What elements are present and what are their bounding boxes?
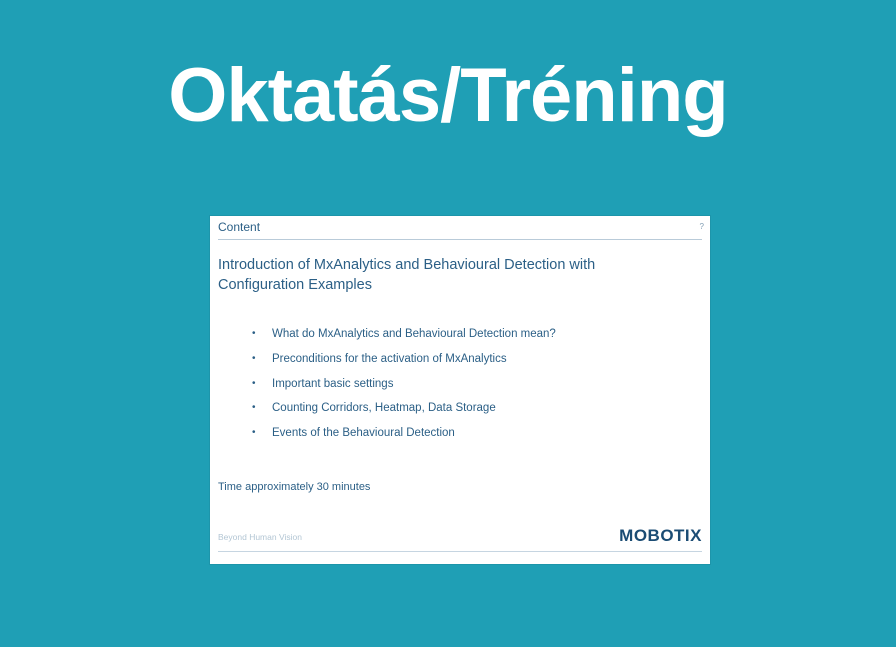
slide-preview[interactable] — [210, 216, 710, 564]
list-item: • Counting Corridors, Heatmap, Data Storage — [240, 402, 690, 416]
list-item: • Events of the Behavioural Detection — [240, 427, 690, 441]
list-item: • What do MxAnalytics and Behavioural Detection mean? — [240, 328, 690, 342]
slide-header-label: Content — [218, 220, 261, 234]
brand-tagline: Beyond Human Vision — [218, 532, 302, 542]
slide-title: Introduction of MxAnalytics and Behavioural Detection with Configuration Examples — [218, 257, 596, 293]
slide-bullet-list — [240, 328, 690, 452]
brand-logo: MOBOTIX — [619, 526, 702, 545]
duration-note: Time approximately 30 minutes — [218, 481, 371, 493]
footer-divider — [218, 551, 702, 552]
list-item: • Preconditions for the activation of MxAnalytics — [240, 353, 690, 367]
list-item: • Important basic settings — [240, 378, 690, 392]
page-title: Oktatás/Tréning — [168, 53, 728, 138]
header-divider — [218, 239, 702, 240]
slide-header — [210, 216, 710, 242]
help-icon[interactable]: ? — [699, 222, 704, 231]
